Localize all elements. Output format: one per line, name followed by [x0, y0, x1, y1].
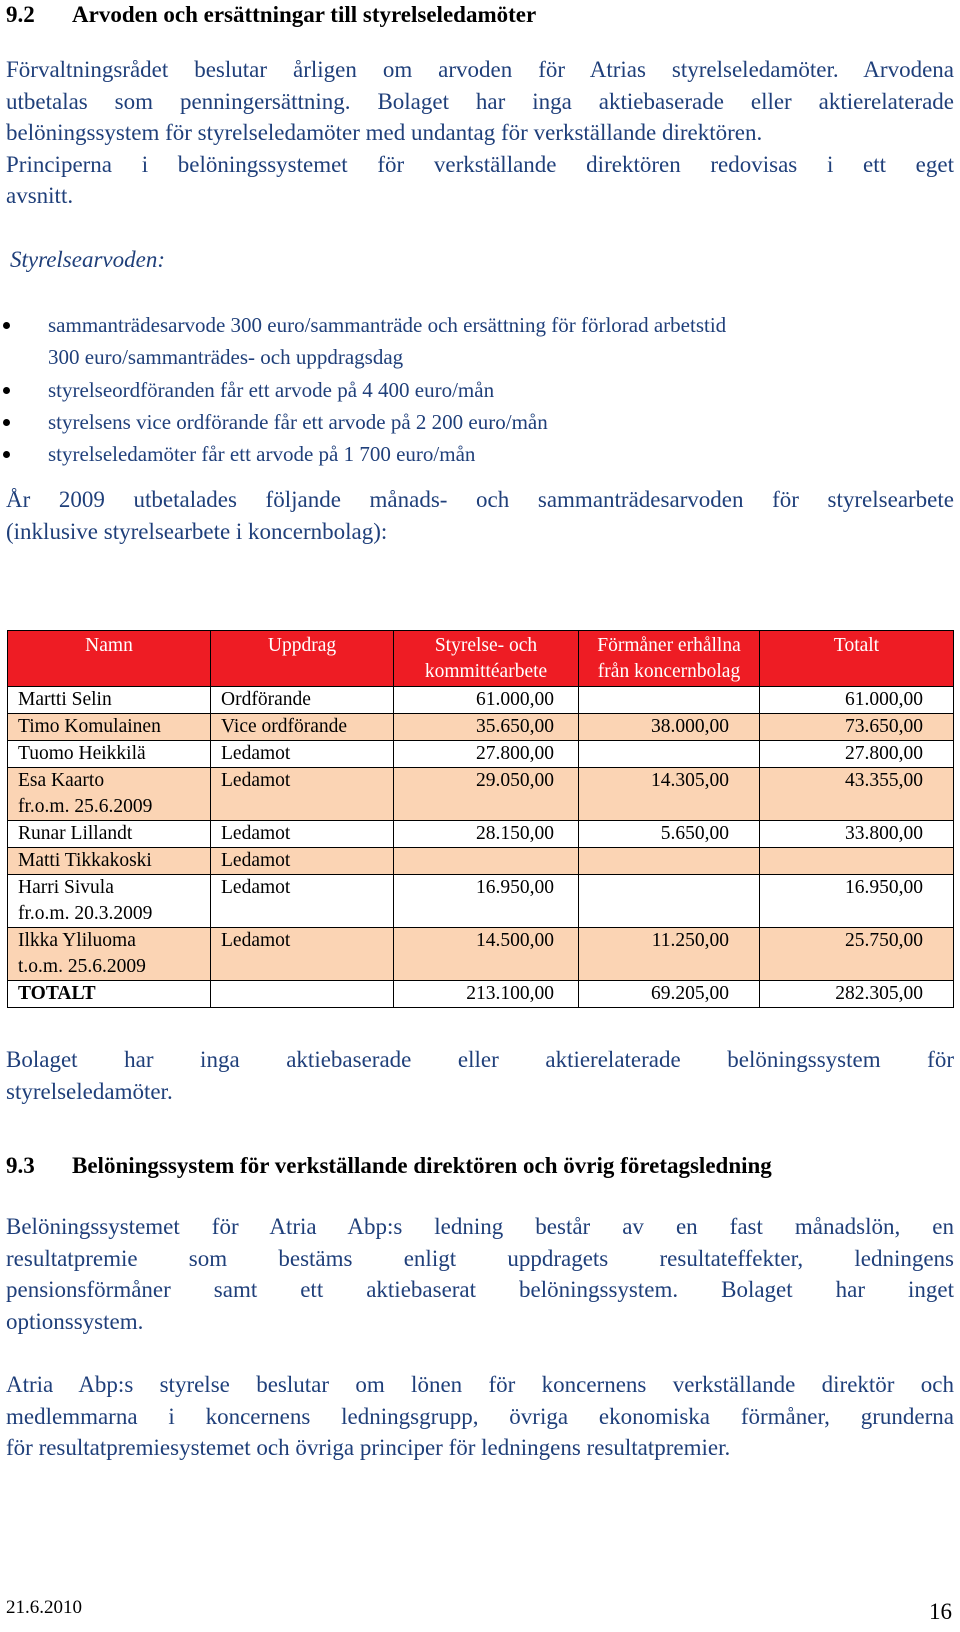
section-title: Arvoden och ersättningar till styrelseledamöter: [72, 2, 537, 27]
paragraph-line: Belöningssystemet för Atria Abp:s ledning består av en fast månadslön, en: [6, 1214, 954, 1239]
cell-role: Vice ordförande: [211, 714, 394, 741]
cell-role: Ledamot: [211, 821, 394, 848]
cell-name: Martti Selin: [8, 687, 211, 714]
cell-total: 43.355,00: [760, 768, 954, 821]
header-name: Namn: [8, 631, 211, 687]
cell-name: Tuomo Heikkilä: [8, 741, 211, 768]
paragraph-line: avsnitt.: [6, 183, 74, 208]
cell-board: 35.650,00: [394, 714, 579, 741]
cell-benefits: 14.305,00: [579, 768, 760, 821]
board-fees-table: [7, 630, 954, 1008]
cell-role: [211, 981, 394, 1008]
header-benefits: Förmåner erhållna från koncernbolag: [579, 631, 760, 687]
cell-board: 29.050,00: [394, 768, 579, 821]
bullet-item: [3, 309, 943, 374]
cell-name: Matti Tikkakoski: [8, 848, 211, 875]
cell-benefits: [579, 848, 760, 875]
paragraph-line: Principerna i belöningssystemet för verkställande direktören redovisas i ett eget: [6, 151, 954, 177]
bullet-text: styrelsens vice ordförande får ett arvode på 2 200 euro/mån: [48, 409, 548, 434]
header-role: Uppdrag: [211, 631, 394, 687]
cell-role: Ledamot: [211, 875, 394, 928]
bullet-item: [3, 406, 943, 438]
cell-name: Timo Komulainen: [8, 714, 211, 741]
cell-role: Ledamot: [211, 848, 394, 875]
cell-name: Esa Kaarto fr.o.m. 25.6.2009: [8, 768, 211, 821]
paragraph-line: medlemmarna i koncernens ledningsgrupp, övriga ekonomiska förmåner, grunderna: [6, 1403, 954, 1429]
cell-board: 61.000,00: [394, 687, 579, 714]
header-total: Totalt: [760, 631, 954, 687]
cell-total: 25.750,00: [760, 928, 954, 981]
table-header-row: [8, 631, 954, 687]
cell-total: 73.650,00: [760, 714, 954, 741]
bullet-text: sammanträdesarvode 300 euro/sammanträde och ersättning för förlorad arbetstid: [48, 313, 727, 337]
bullet-icon: [3, 322, 10, 329]
table-row: [8, 687, 954, 714]
bullet-text-cont: 300 euro/sammanträdes- och uppdragsdag: [48, 345, 404, 370]
paragraph-line: styrelseledamöter.: [6, 1078, 173, 1104]
section-9-3-paragraph-2: [6, 1369, 954, 1464]
footer-page-number: 16: [929, 1599, 952, 1624]
footer-date: 21.6.2010: [6, 1597, 82, 1618]
cell-board: [394, 848, 579, 875]
cell-name: Runar Lillandt: [8, 821, 211, 848]
cell-total: 16.950,00: [760, 875, 954, 928]
bullet-item: [3, 438, 943, 470]
cell-total-label: TOTALT: [8, 981, 211, 1008]
cell-benefits: 5.650,00: [579, 821, 760, 848]
bullet-icon: [3, 419, 10, 426]
section-9-3-paragraph-1: [6, 1211, 954, 1337]
bullet-icon: [3, 387, 10, 394]
cell-board: 28.150,00: [394, 821, 579, 848]
paragraph-line: resultatpremie som bestäms enligt uppdragets resultateffekter, ledningens: [6, 1245, 954, 1271]
cell-board: 16.950,00: [394, 875, 579, 928]
paragraph-line: År 2009 utbetalades följande månads- och sammanträdesarvoden för styrelsearbete: [6, 487, 954, 512]
fees-subheading: Styrelsearvoden:: [10, 247, 165, 272]
table-row: [8, 821, 954, 848]
section-number: 9.3: [6, 1153, 35, 1178]
paragraph-line: optionssystem.: [6, 1308, 144, 1334]
cell-benefits: 38.000,00: [579, 714, 760, 741]
cell-board: 213.100,00: [394, 981, 579, 1008]
cell-board: 27.800,00: [394, 741, 579, 768]
cell-total: 33.800,00: [760, 821, 954, 848]
after-table-paragraph: [6, 1044, 954, 1107]
cell-name: Harri Sivula fr.o.m. 20.3.2009: [8, 875, 211, 928]
table-row: [8, 875, 954, 928]
bullet-text: styrelseledamöter får ett arvode på 1 700 euro/mån: [48, 442, 476, 467]
fee-bullet-list: [3, 309, 943, 470]
cell-total: 27.800,00: [760, 741, 954, 768]
table-row: [8, 848, 954, 875]
paragraph-line: för resultatpremiesystemet och övriga principer för ledningens resultatpremier.: [6, 1435, 731, 1460]
bullet-text: styrelseordföranden får ett arvode på 4 400 euro/mån: [48, 377, 495, 402]
section-9-2-paragraph: [6, 54, 954, 212]
cell-benefits: [579, 875, 760, 928]
cell-total: 282.305,00: [760, 981, 954, 1008]
cell-total: 61.000,00: [760, 687, 954, 714]
cell-role: Ledamot: [211, 741, 394, 768]
table-row: [8, 768, 954, 821]
paragraph-line: pensionsförmåner samt ett aktiebaserat belöningssystem. Bolaget har inget: [6, 1277, 954, 1302]
cell-total: [760, 848, 954, 875]
section-title: Belöningssystem för verkställande direktören och övrig företagsledning: [72, 1153, 772, 1178]
paragraph-line: Atria Abp:s styrelse beslutar om lönen för koncernens verkställande direktör och: [6, 1372, 954, 1397]
table-row: [8, 928, 954, 981]
bullet-icon: [3, 451, 10, 458]
paragraph-line: Bolaget har inga aktiebaserade eller aktierelaterade belöningssystem för: [6, 1047, 954, 1072]
table-row: [8, 714, 954, 741]
paragraph-line: Förvaltningsrådet beslutar årligen om arvoden för Atrias styrelseledamöter. Arvodena: [6, 57, 954, 82]
section-number: 9.2: [6, 2, 35, 27]
cell-benefits: [579, 741, 760, 768]
cell-benefits: 11.250,00: [579, 928, 760, 981]
table-intro: [6, 484, 954, 547]
bullet-item: [3, 374, 943, 406]
cell-role: Ledamot: [211, 928, 394, 981]
cell-benefits: [579, 687, 760, 714]
table-total-row: [8, 981, 954, 1008]
cell-board: 14.500,00: [394, 928, 579, 981]
paragraph-line: (inklusive styrelsearbete i koncernbolag):: [6, 518, 388, 544]
section-9-3-heading: [6, 1153, 772, 1179]
table-row: [8, 741, 954, 768]
header-board-work: Styrelse- och kommittéarbete: [394, 631, 579, 687]
paragraph-line: utbetalas som penningersättning. Bolaget har inga aktiebaserade eller aktierelaterade: [6, 88, 954, 114]
section-9-2-heading: [6, 2, 536, 28]
cell-benefits: 69.205,00: [579, 981, 760, 1008]
paragraph-line: belöningssystem för styrelseledamöter med undantag för verkställande direktören.: [6, 120, 763, 145]
cell-role: Ledamot: [211, 768, 394, 821]
cell-role: Ordförande: [211, 687, 394, 714]
cell-name: Ilkka Yliluoma t.o.m. 25.6.2009: [8, 928, 211, 981]
